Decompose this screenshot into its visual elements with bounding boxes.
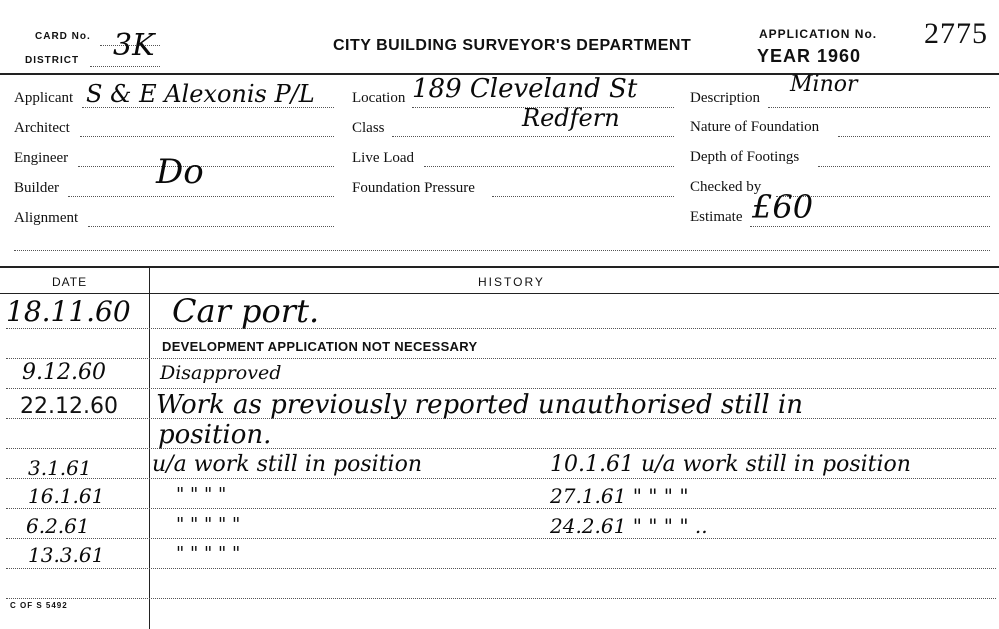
history-text: " " " " " <box>176 514 241 535</box>
engineer-line <box>78 166 334 167</box>
engineer-label: Engineer <box>14 150 69 166</box>
year-label: YEAR 1960 <box>757 46 862 66</box>
builder-line <box>68 196 334 197</box>
history-date: 18.11.60 <box>6 295 131 328</box>
nature-foundation-line <box>838 136 990 137</box>
live-load-line <box>424 166 674 167</box>
extra-line <box>14 250 990 251</box>
history-date: 6.2.61 <box>26 514 90 538</box>
history-row-line <box>6 448 996 449</box>
district-value: 3K <box>113 28 155 63</box>
nature-foundation-label: Nature of Foundation <box>690 119 820 135</box>
applicant-label: Applicant <box>14 90 74 106</box>
history-row-line <box>6 388 996 389</box>
department-title: CITY BUILDING SURVEYOR'S DEPARTMENT <box>333 37 692 54</box>
history-date: 22.12.60 <box>20 394 118 419</box>
history-text-continued: 10.1.61 u/a work still in position <box>550 452 911 477</box>
history-text-continued: 24.2.61 " " " " .. <box>550 514 708 538</box>
history-row-line <box>6 568 996 569</box>
class-line <box>392 136 674 137</box>
history-row-line <box>6 538 996 539</box>
foundation-pressure-line <box>492 196 674 197</box>
depth-footings-line <box>818 166 990 167</box>
history-row-line <box>6 508 996 509</box>
history-text: u/a work still in position <box>152 452 422 477</box>
history-text: " " " " " <box>176 543 241 564</box>
location-value: 189 Cleveland St <box>412 74 638 104</box>
application-no: 2775 <box>924 17 988 50</box>
estimate-value: £60 <box>752 188 814 226</box>
form-code: C OF S 5492 <box>10 601 68 610</box>
estimate-line <box>750 226 990 227</box>
history-date: 13.3.61 <box>28 543 105 567</box>
history-row-line <box>6 358 996 359</box>
card-no-label: CARD No. <box>35 31 91 42</box>
district-label: DISTRICT <box>25 55 80 66</box>
history-row-line <box>6 478 996 479</box>
class-label: Class <box>352 120 385 136</box>
live-load-label: Live Load <box>352 150 415 166</box>
description-line <box>768 107 990 108</box>
description-label: Description <box>690 90 760 106</box>
history-text-continued: 27.1.61 " " " " <box>550 484 689 508</box>
alignment-line <box>88 226 334 227</box>
architect-label: Architect <box>14 120 70 136</box>
foundation-pressure-label: Foundation Pressure <box>352 180 475 196</box>
date-column-header: DATE <box>52 275 88 289</box>
estimate-label: Estimate <box>690 209 743 225</box>
history-text: position. <box>158 420 272 450</box>
history-column-header: HISTORY <box>478 275 545 289</box>
applicant-value: S & E Alexonis P/L <box>86 80 315 108</box>
alignment-label: Alignment <box>14 210 79 226</box>
history-date: 9.12.60 <box>22 360 106 385</box>
history-text: Disapproved <box>160 362 282 384</box>
architect-line <box>80 136 334 137</box>
application-no-label: APPLICATION No. <box>759 27 878 41</box>
description-value: Minor <box>790 72 858 97</box>
history-date: 3.1.61 <box>28 456 92 480</box>
depth-footings-label: Depth of Footings <box>690 149 800 165</box>
location-value-suburb: Redfern <box>522 104 620 132</box>
history-text: " " " " <box>176 484 227 505</box>
development-stamp: DEVELOPMENT APPLICATION NOT NECESSARY <box>162 339 478 354</box>
builder-label: Builder <box>14 180 59 196</box>
history-row-line <box>6 328 996 329</box>
location-label: Location <box>352 90 406 106</box>
history-row-line <box>6 598 996 599</box>
builder-value: Do <box>156 152 204 192</box>
history-text: Work as previously reported unauthorised still in <box>156 390 803 420</box>
history-text: Car port. <box>172 292 320 330</box>
history-date: 16.1.61 <box>28 484 105 508</box>
district-line <box>90 66 160 67</box>
checked-by-label: Checked by <box>690 179 762 195</box>
